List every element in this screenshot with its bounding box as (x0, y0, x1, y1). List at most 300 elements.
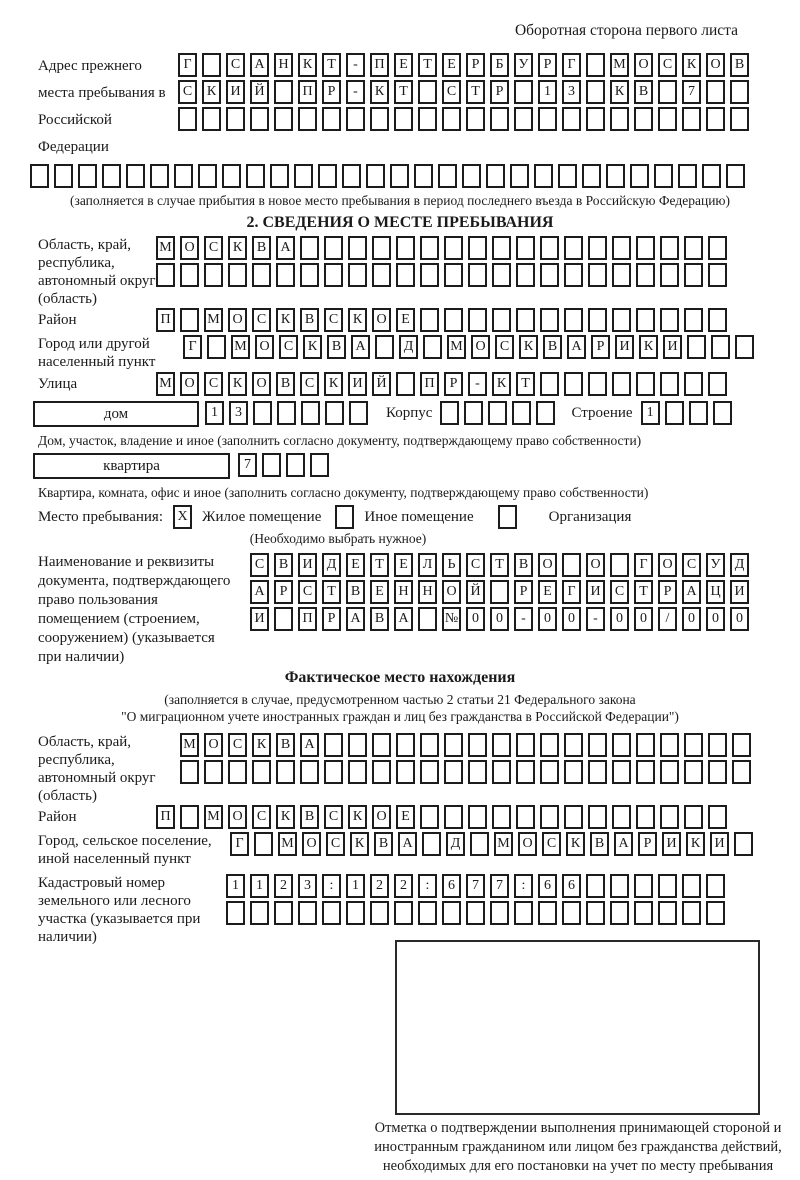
char-cell[interactable] (708, 733, 727, 757)
char-cell[interactable] (516, 805, 535, 829)
char-cell[interactable]: 0 (682, 607, 701, 631)
char-cell[interactable] (394, 901, 413, 925)
char-cell[interactable]: : (418, 874, 437, 898)
char-cell[interactable] (538, 901, 557, 925)
char-cell[interactable] (562, 107, 581, 131)
char-cell[interactable] (612, 236, 631, 260)
char-cell[interactable]: М (610, 53, 629, 77)
char-cell[interactable] (665, 401, 684, 425)
char-cell[interactable]: Г (183, 335, 202, 359)
char-cell[interactable]: А (250, 53, 269, 77)
char-cell[interactable]: М (204, 308, 223, 332)
char-cell[interactable]: С (466, 553, 485, 577)
char-cell[interactable]: 1 (226, 874, 245, 898)
char-cell[interactable] (540, 372, 559, 396)
char-cell[interactable] (540, 236, 559, 260)
inoe-checkbox[interactable] (335, 505, 354, 529)
char-cell[interactable] (490, 901, 509, 925)
char-cell[interactable]: О (372, 308, 391, 332)
char-cell[interactable] (634, 901, 653, 925)
char-cell[interactable] (660, 236, 679, 260)
char-cell[interactable] (660, 372, 679, 396)
zhiloe-checkbox[interactable]: X (173, 505, 192, 529)
char-cell[interactable] (180, 263, 199, 287)
char-cell[interactable] (396, 733, 415, 757)
char-cell[interactable] (564, 372, 583, 396)
char-cell[interactable] (442, 901, 461, 925)
char-cell[interactable] (180, 760, 199, 784)
char-cell[interactable] (310, 453, 329, 477)
char-cell[interactable]: П (370, 53, 389, 77)
char-cell[interactable] (396, 236, 415, 260)
char-cell[interactable]: В (634, 80, 653, 104)
char-cell[interactable] (372, 263, 391, 287)
char-cell[interactable] (586, 874, 605, 898)
char-cell[interactable]: Г (562, 53, 581, 77)
char-cell[interactable] (636, 236, 655, 260)
char-cell[interactable]: : (514, 874, 533, 898)
char-cell[interactable]: 0 (490, 607, 509, 631)
char-cell[interactable]: И (250, 607, 269, 631)
char-cell[interactable] (682, 901, 701, 925)
char-cell[interactable] (420, 263, 439, 287)
char-cell[interactable] (684, 733, 703, 757)
char-cell[interactable]: К (324, 372, 343, 396)
char-cell[interactable]: Й (250, 80, 269, 104)
char-cell[interactable]: М (278, 832, 297, 856)
char-cell[interactable]: М (156, 372, 175, 396)
char-cell[interactable]: 1 (205, 401, 224, 425)
char-cell[interactable]: - (586, 607, 605, 631)
char-cell[interactable] (492, 263, 511, 287)
char-cell[interactable]: В (252, 236, 271, 260)
char-cell[interactable]: О (634, 53, 653, 77)
char-cell[interactable] (735, 335, 754, 359)
char-cell[interactable] (660, 308, 679, 332)
char-cell[interactable] (198, 164, 217, 188)
char-cell[interactable] (606, 164, 625, 188)
char-cell[interactable] (682, 107, 701, 131)
char-cell[interactable]: К (228, 372, 247, 396)
char-cell[interactable]: С (442, 80, 461, 104)
char-cell[interactable]: 1 (346, 874, 365, 898)
char-cell[interactable]: К (276, 308, 295, 332)
char-cell[interactable] (226, 901, 245, 925)
char-cell[interactable] (348, 760, 367, 784)
char-cell[interactable] (468, 236, 487, 260)
char-cell[interactable] (174, 164, 193, 188)
char-cell[interactable]: К (202, 80, 221, 104)
char-cell[interactable] (372, 760, 391, 784)
char-cell[interactable] (246, 164, 265, 188)
char-cell[interactable] (274, 107, 293, 131)
char-cell[interactable] (516, 733, 535, 757)
char-cell[interactable]: О (228, 805, 247, 829)
char-cell[interactable]: / (658, 607, 677, 631)
char-cell[interactable] (126, 164, 145, 188)
char-cell[interactable] (422, 832, 441, 856)
char-cell[interactable] (708, 805, 727, 829)
char-cell[interactable]: О (252, 372, 271, 396)
char-cell[interactable]: А (394, 607, 413, 631)
char-cell[interactable]: 0 (562, 607, 581, 631)
char-cell[interactable] (286, 453, 305, 477)
char-cell[interactable] (612, 805, 631, 829)
char-cell[interactable] (366, 164, 385, 188)
char-cell[interactable]: В (276, 733, 295, 757)
char-cell[interactable] (420, 733, 439, 757)
char-cell[interactable] (610, 107, 629, 131)
char-cell[interactable]: А (398, 832, 417, 856)
char-cell[interactable]: 0 (610, 607, 629, 631)
char-cell[interactable]: С (495, 335, 514, 359)
char-cell[interactable] (301, 401, 320, 425)
char-cell[interactable]: 2 (274, 874, 293, 898)
char-cell[interactable] (468, 733, 487, 757)
char-cell[interactable]: И (226, 80, 245, 104)
char-cell[interactable] (732, 733, 751, 757)
char-cell[interactable] (253, 401, 272, 425)
char-cell[interactable] (636, 263, 655, 287)
char-cell[interactable] (636, 805, 655, 829)
char-cell[interactable] (492, 733, 511, 757)
char-cell[interactable] (534, 164, 553, 188)
char-cell[interactable] (300, 236, 319, 260)
char-cell[interactable] (564, 308, 583, 332)
char-cell[interactable]: К (252, 733, 271, 757)
char-cell[interactable] (492, 760, 511, 784)
char-cell[interactable]: М (204, 805, 223, 829)
char-cell[interactable] (54, 164, 73, 188)
char-cell[interactable] (684, 263, 703, 287)
char-cell[interactable] (711, 335, 730, 359)
char-cell[interactable]: О (255, 335, 274, 359)
char-cell[interactable]: Н (274, 53, 293, 77)
char-cell[interactable] (514, 107, 533, 131)
char-cell[interactable]: В (274, 553, 293, 577)
char-cell[interactable] (440, 401, 459, 425)
char-cell[interactable]: В (327, 335, 346, 359)
char-cell[interactable] (438, 164, 457, 188)
char-cell[interactable] (222, 164, 241, 188)
char-cell[interactable] (322, 107, 341, 131)
char-cell[interactable] (630, 164, 649, 188)
char-cell[interactable] (588, 372, 607, 396)
char-cell[interactable] (250, 901, 269, 925)
char-cell[interactable] (684, 236, 703, 260)
char-cell[interactable] (538, 107, 557, 131)
char-cell[interactable]: А (276, 236, 295, 260)
char-cell[interactable]: Р (444, 372, 463, 396)
char-cell[interactable]: Р (490, 80, 509, 104)
char-cell[interactable]: С (204, 372, 223, 396)
char-cell[interactable] (702, 164, 721, 188)
char-cell[interactable]: О (180, 236, 199, 260)
char-cell[interactable] (322, 901, 341, 925)
char-cell[interactable]: Т (322, 53, 341, 77)
char-cell[interactable] (150, 164, 169, 188)
char-cell[interactable] (207, 335, 226, 359)
char-cell[interactable]: 6 (538, 874, 557, 898)
char-cell[interactable] (687, 335, 706, 359)
char-cell[interactable] (706, 80, 725, 104)
char-cell[interactable]: А (614, 832, 633, 856)
char-cell[interactable] (612, 733, 631, 757)
char-cell[interactable]: С (298, 580, 317, 604)
char-cell[interactable]: Д (446, 832, 465, 856)
char-cell[interactable] (390, 164, 409, 188)
char-cell[interactable]: И (615, 335, 634, 359)
char-cell[interactable]: В (300, 308, 319, 332)
char-cell[interactable] (276, 760, 295, 784)
char-cell[interactable]: Т (516, 372, 535, 396)
char-cell[interactable]: М (156, 236, 175, 260)
char-cell[interactable]: Р (638, 832, 657, 856)
char-cell[interactable]: Н (394, 580, 413, 604)
char-cell[interactable] (588, 733, 607, 757)
char-cell[interactable] (294, 164, 313, 188)
char-cell[interactable]: К (348, 308, 367, 332)
char-cell[interactable] (423, 335, 442, 359)
char-cell[interactable]: Р (322, 80, 341, 104)
char-cell[interactable] (324, 733, 343, 757)
char-cell[interactable]: С (228, 733, 247, 757)
char-cell[interactable] (252, 760, 271, 784)
char-cell[interactable] (658, 107, 677, 131)
char-cell[interactable] (684, 760, 703, 784)
char-cell[interactable]: А (346, 607, 365, 631)
char-cell[interactable]: Е (394, 53, 413, 77)
char-cell[interactable]: В (514, 553, 533, 577)
char-cell[interactable] (375, 335, 394, 359)
char-cell[interactable]: О (706, 53, 725, 77)
char-cell[interactable]: С (250, 553, 269, 577)
char-cell[interactable]: С (658, 53, 677, 77)
char-cell[interactable] (262, 453, 281, 477)
char-cell[interactable] (276, 263, 295, 287)
char-cell[interactable] (658, 901, 677, 925)
char-cell[interactable] (492, 308, 511, 332)
char-cell[interactable]: Т (466, 80, 485, 104)
char-cell[interactable]: 0 (466, 607, 485, 631)
char-cell[interactable]: О (658, 553, 677, 577)
char-cell[interactable] (250, 107, 269, 131)
char-cell[interactable] (420, 308, 439, 332)
char-cell[interactable]: Е (538, 580, 557, 604)
char-cell[interactable]: В (730, 53, 749, 77)
char-cell[interactable] (660, 733, 679, 757)
char-cell[interactable]: Т (322, 580, 341, 604)
char-cell[interactable] (540, 263, 559, 287)
char-cell[interactable]: В (300, 805, 319, 829)
char-cell[interactable] (514, 80, 533, 104)
char-cell[interactable] (706, 874, 725, 898)
char-cell[interactable] (726, 164, 745, 188)
char-cell[interactable] (612, 263, 631, 287)
char-cell[interactable]: К (682, 53, 701, 77)
char-cell[interactable]: Т (490, 553, 509, 577)
char-cell[interactable]: А (351, 335, 370, 359)
char-cell[interactable] (588, 805, 607, 829)
char-cell[interactable]: И (663, 335, 682, 359)
char-cell[interactable] (730, 107, 749, 131)
char-cell[interactable]: Р (658, 580, 677, 604)
char-cell[interactable] (588, 263, 607, 287)
char-cell[interactable] (588, 236, 607, 260)
char-cell[interactable] (516, 308, 535, 332)
char-cell[interactable] (708, 263, 727, 287)
char-cell[interactable]: Г (178, 53, 197, 77)
char-cell[interactable] (348, 263, 367, 287)
char-cell[interactable] (370, 107, 389, 131)
char-cell[interactable] (588, 760, 607, 784)
char-cell[interactable] (228, 263, 247, 287)
char-cell[interactable]: И (662, 832, 681, 856)
char-cell[interactable] (370, 901, 389, 925)
char-cell[interactable]: С (252, 308, 271, 332)
char-cell[interactable]: О (228, 308, 247, 332)
char-cell[interactable] (586, 53, 605, 77)
char-cell[interactable] (588, 308, 607, 332)
char-cell[interactable]: В (543, 335, 562, 359)
char-cell[interactable] (586, 901, 605, 925)
char-cell[interactable]: 3 (562, 80, 581, 104)
char-cell[interactable]: 1 (641, 401, 660, 425)
char-cell[interactable] (418, 107, 437, 131)
char-cell[interactable] (708, 760, 727, 784)
char-cell[interactable] (582, 164, 601, 188)
char-cell[interactable] (470, 832, 489, 856)
char-cell[interactable] (564, 805, 583, 829)
char-cell[interactable] (634, 107, 653, 131)
char-cell[interactable]: 1 (538, 80, 557, 104)
char-cell[interactable]: В (370, 607, 389, 631)
char-cell[interactable]: - (346, 80, 365, 104)
char-cell[interactable] (734, 832, 753, 856)
char-cell[interactable] (610, 901, 629, 925)
char-cell[interactable] (660, 263, 679, 287)
char-cell[interactable] (444, 760, 463, 784)
char-cell[interactable] (346, 901, 365, 925)
char-cell[interactable]: О (538, 553, 557, 577)
char-cell[interactable]: О (180, 372, 199, 396)
char-cell[interactable] (562, 553, 581, 577)
char-cell[interactable]: Ц (706, 580, 725, 604)
char-cell[interactable] (658, 80, 677, 104)
char-cell[interactable] (300, 760, 319, 784)
char-cell[interactable] (706, 901, 725, 925)
char-cell[interactable]: Т (370, 553, 389, 577)
char-cell[interactable] (708, 236, 727, 260)
char-cell[interactable] (418, 80, 437, 104)
char-cell[interactable]: У (514, 53, 533, 77)
char-cell[interactable] (444, 308, 463, 332)
char-cell[interactable]: Т (394, 80, 413, 104)
char-cell[interactable] (490, 580, 509, 604)
char-cell[interactable] (658, 874, 677, 898)
char-cell[interactable]: М (180, 733, 199, 757)
char-cell[interactable]: И (298, 553, 317, 577)
char-cell[interactable]: С (279, 335, 298, 359)
char-cell[interactable] (298, 107, 317, 131)
char-cell[interactable] (348, 236, 367, 260)
char-cell[interactable] (342, 164, 361, 188)
char-cell[interactable] (514, 901, 533, 925)
char-cell[interactable] (30, 164, 49, 188)
char-cell[interactable] (682, 874, 701, 898)
char-cell[interactable]: К (639, 335, 658, 359)
char-cell[interactable] (396, 760, 415, 784)
char-cell[interactable]: В (276, 372, 295, 396)
char-cell[interactable] (277, 401, 296, 425)
char-cell[interactable] (708, 372, 727, 396)
char-cell[interactable]: 7 (682, 80, 701, 104)
char-cell[interactable]: Н (418, 580, 437, 604)
char-cell[interactable] (732, 760, 751, 784)
char-cell[interactable]: Г (634, 553, 653, 577)
char-cell[interactable] (564, 760, 583, 784)
char-cell[interactable]: С (542, 832, 561, 856)
char-cell[interactable] (516, 760, 535, 784)
char-cell[interactable]: 7 (238, 453, 257, 477)
char-cell[interactable]: 1 (250, 874, 269, 898)
char-cell[interactable]: С (324, 805, 343, 829)
char-cell[interactable]: Р (322, 607, 341, 631)
char-cell[interactable] (730, 80, 749, 104)
char-cell[interactable] (678, 164, 697, 188)
char-cell[interactable]: - (468, 372, 487, 396)
char-cell[interactable] (492, 805, 511, 829)
char-cell[interactable] (324, 263, 343, 287)
char-cell[interactable]: М (494, 832, 513, 856)
char-cell[interactable] (396, 263, 415, 287)
char-cell[interactable] (540, 805, 559, 829)
char-cell[interactable] (708, 308, 727, 332)
char-cell[interactable]: 2 (370, 874, 389, 898)
char-cell[interactable]: С (252, 805, 271, 829)
char-cell[interactable]: 0 (634, 607, 653, 631)
char-cell[interactable]: Е (370, 580, 389, 604)
char-cell[interactable] (414, 164, 433, 188)
char-cell[interactable]: О (518, 832, 537, 856)
char-cell[interactable]: Д (322, 553, 341, 577)
char-cell[interactable]: О (471, 335, 490, 359)
char-cell[interactable] (318, 164, 337, 188)
char-cell[interactable]: Й (372, 372, 391, 396)
char-cell[interactable]: В (346, 580, 365, 604)
char-cell[interactable]: Р (466, 53, 485, 77)
char-cell[interactable] (660, 805, 679, 829)
char-cell[interactable]: С (610, 580, 629, 604)
char-cell[interactable] (612, 308, 631, 332)
char-cell[interactable]: П (298, 80, 317, 104)
char-cell[interactable] (540, 760, 559, 784)
char-cell[interactable] (562, 901, 581, 925)
char-cell[interactable] (228, 760, 247, 784)
char-cell[interactable] (586, 107, 605, 131)
char-cell[interactable] (418, 607, 437, 631)
char-cell[interactable]: С (682, 553, 701, 577)
char-cell[interactable] (564, 733, 583, 757)
char-cell[interactable] (274, 80, 293, 104)
char-cell[interactable]: М (447, 335, 466, 359)
char-cell[interactable] (462, 164, 481, 188)
char-cell[interactable] (540, 733, 559, 757)
char-cell[interactable]: С (300, 372, 319, 396)
char-cell[interactable]: В (374, 832, 393, 856)
char-cell[interactable]: С (204, 236, 223, 260)
char-cell[interactable] (204, 760, 223, 784)
